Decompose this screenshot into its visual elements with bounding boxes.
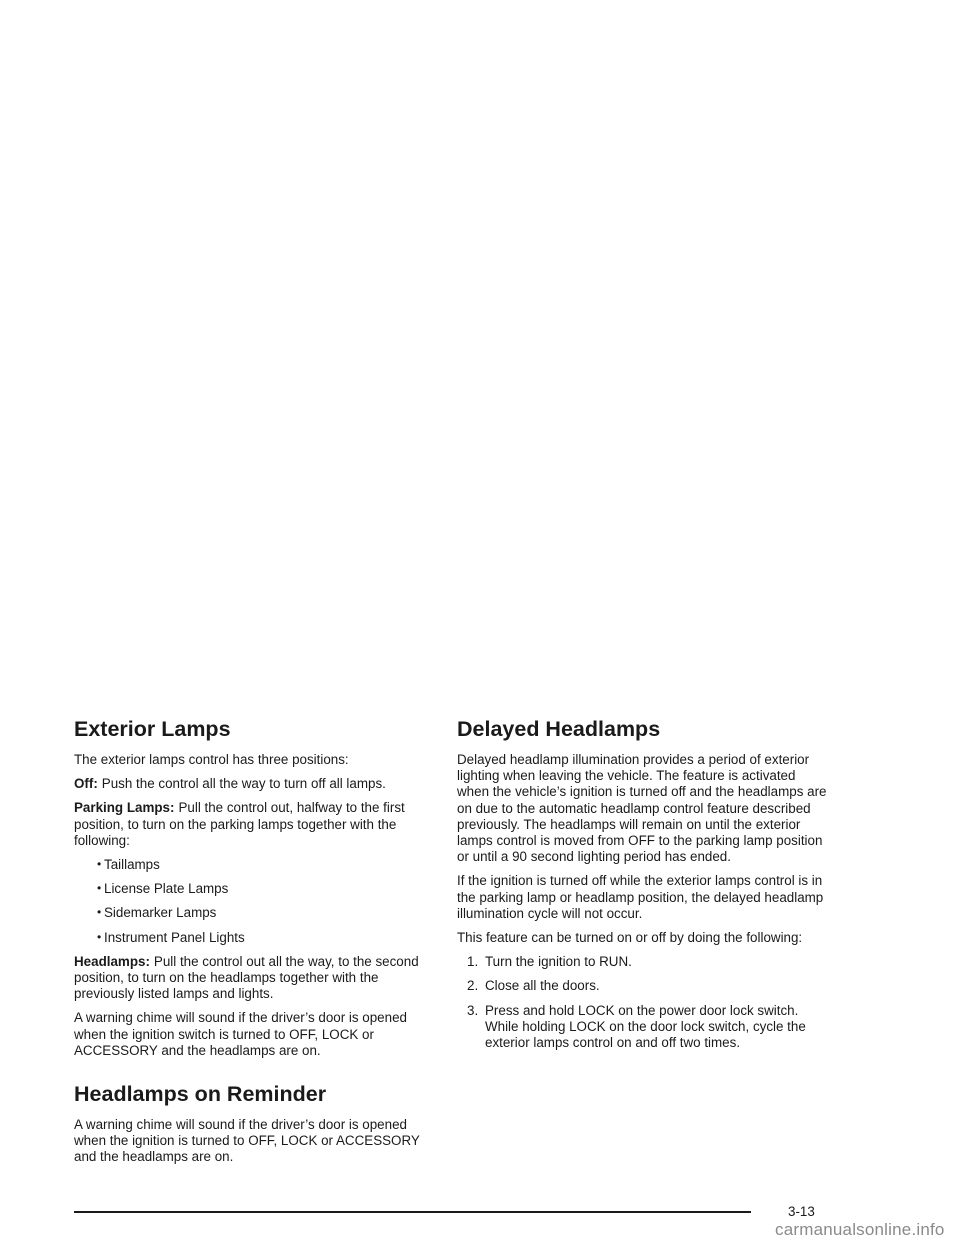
list-item: • Sidemarker Lamps: [97, 905, 217, 921]
list-item: 2. Close all the doors.: [467, 978, 600, 994]
headlamps-text: Pull the control out all the way, to the second position, to turn on the headlamps together with the previously listed lamps and lights.: [74, 953, 419, 1002]
steps-list: [457, 954, 829, 1051]
delayed-paragraph-3: This feature can be turned on or off by doing the following:: [457, 930, 803, 946]
left-column: [74, 716, 436, 1174]
parking-lamps-paragraph: [74, 800, 436, 849]
parking-lamps-term: Parking Lamps:: [74, 800, 175, 816]
delayed-paragraph-1: Delayed headlamp illumination provides a period of exterior lighting when leaving the vehicle. The feature is activated when the vehicle’s ignition is turned off and the headlamps are on due to the automatic headlamp control feature described previously. The headlamps will remain on until the exterior lamps control is moved from OFF to the parking lamp position or until a 90 second lighting period has ended.: [457, 752, 827, 865]
headlamps-paragraph: [74, 954, 436, 1003]
list-item: 3. Press and hold LOCK on the power door lock switch. While holding LOCK on the door lock switch, cycle the exterior lamps control on and off two times.: [467, 1002, 806, 1051]
watermark: carmanualsonline.info: [775, 1220, 945, 1239]
page-number: 3-13: [788, 1204, 815, 1219]
headlamps-term: Headlamps:: [74, 953, 150, 969]
bullet-icon: •: [97, 905, 102, 920]
delayed-headlamps-heading: Delayed Headlamps: [457, 717, 661, 741]
parking-lamps-text: Pull the control out, halfway to the first position, to turn on the parking lamps together with the following:: [74, 800, 405, 848]
reminder-paragraph: A warning chime will sound if the driver’s door is opened when the ignition is turned to OFF, LOCK or ACCESSORY and the headlamps are on.: [74, 1117, 420, 1165]
bullet-icon: •: [97, 929, 102, 944]
list-item: • License Plate Lamps: [97, 881, 229, 897]
headlamps-reminder-heading: Headlamps on Reminder: [74, 1082, 327, 1107]
bullet-icon: •: [97, 881, 102, 896]
list-item: • Taillamps: [97, 857, 160, 873]
lamp-bullet-list: [74, 857, 436, 946]
exterior-lamps-heading: Exterior Lamps: [74, 717, 231, 741]
list-item: • Instrument Panel Lights: [97, 929, 245, 945]
list-item: 1. Turn the ignition to RUN.: [467, 954, 632, 970]
off-paragraph: [74, 776, 436, 792]
footer-rule: [74, 1211, 751, 1213]
off-term: Off:: [74, 776, 98, 792]
off-text: Push the control all the way to turn off all lamps.: [101, 776, 386, 792]
warning-paragraph: A warning chime will sound if the driver’s door is opened when the ignition switch is turned to OFF, LOCK or ACCESSORY and the headlamps are on.: [74, 1010, 407, 1058]
intro-paragraph: The exterior lamps control has three positions:: [74, 752, 349, 767]
bullet-icon: •: [97, 857, 102, 872]
right-column: [457, 716, 829, 1059]
delayed-paragraph-2: If the ignition is turned off while the exterior lamps control is in the parking lamp or headlamp position, the delayed headlamp illumination cycle will not occur.: [457, 873, 824, 921]
